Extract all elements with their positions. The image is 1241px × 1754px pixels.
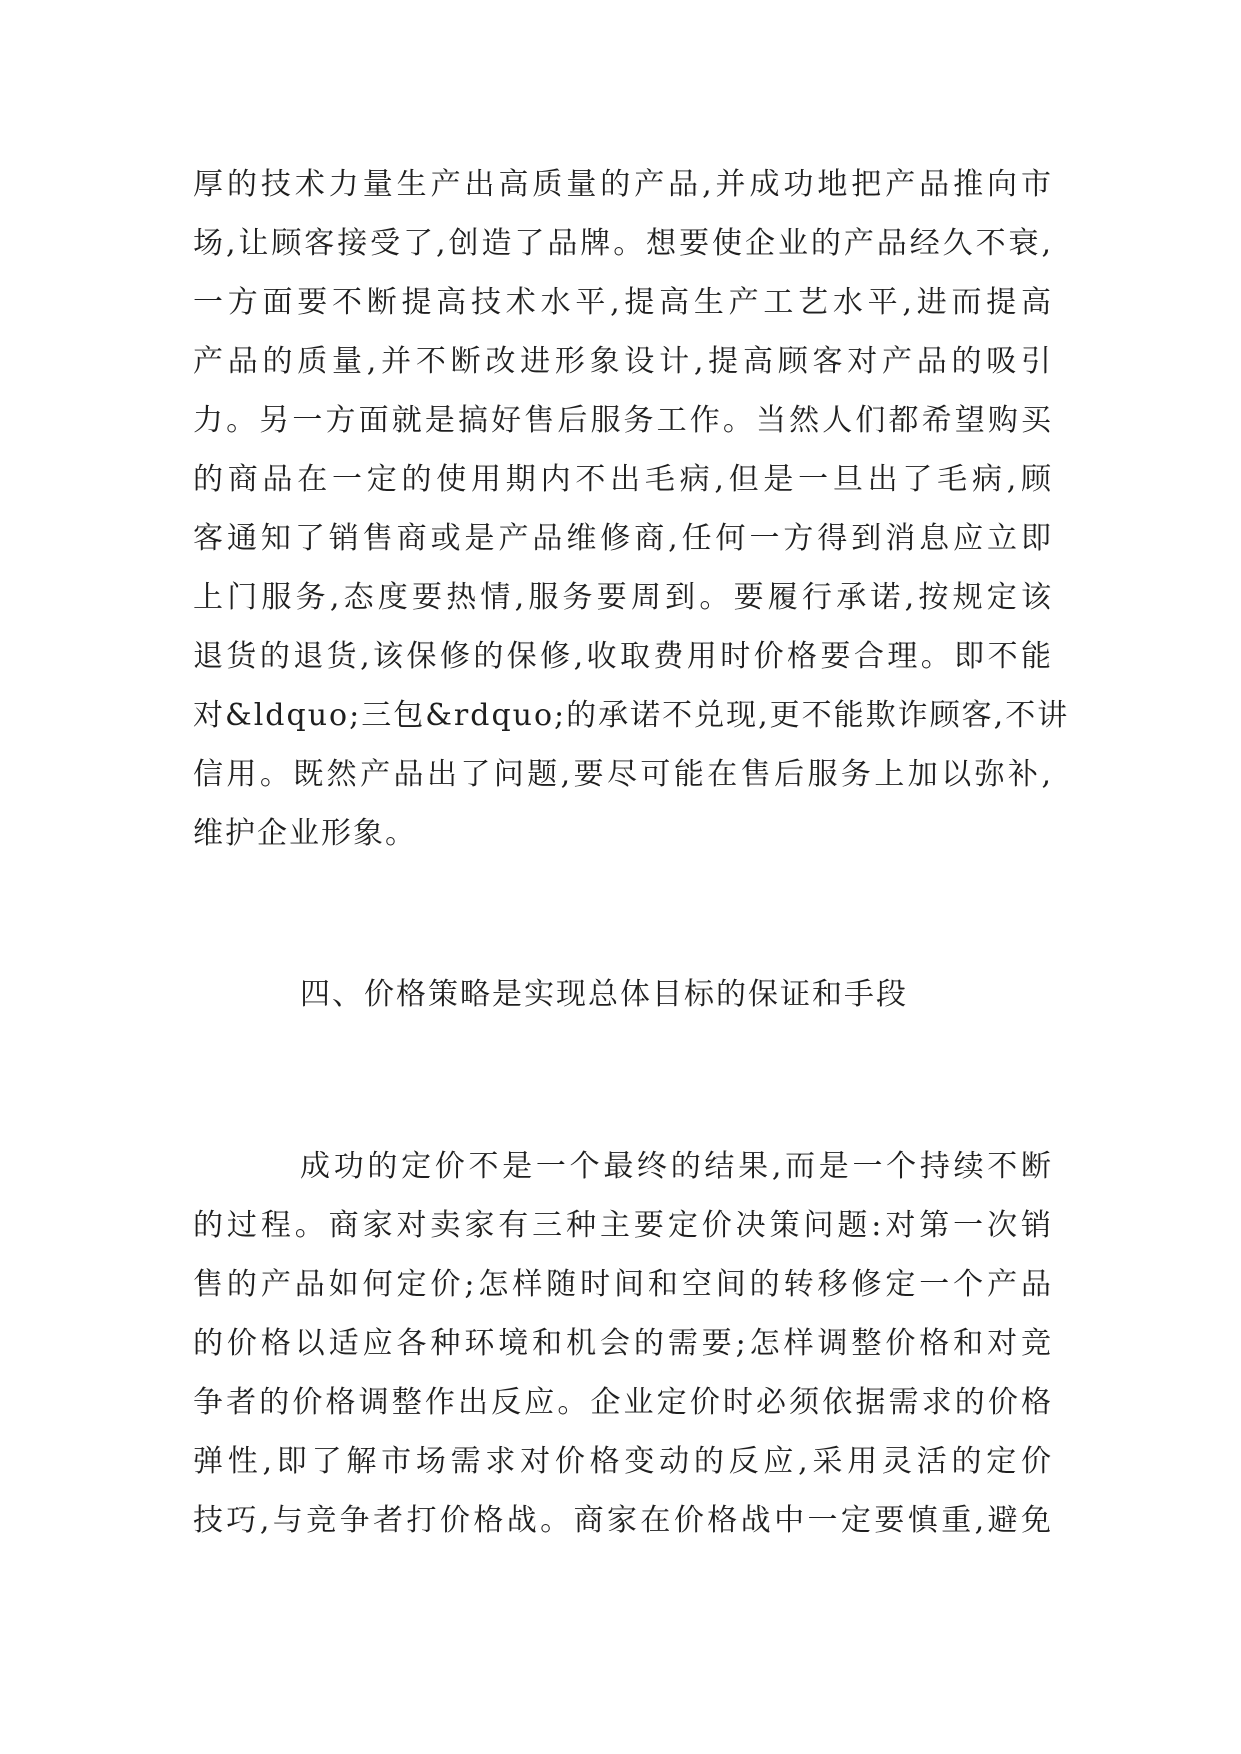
text-line: 弹性,即了解市场需求对价格变动的反应,采用灵活的定价 [193,1444,1053,1479]
text-line: 场,让顾客接受了,创造了品牌。想要使企业的产品经久不衰, [193,226,1053,261]
text-line: 一方面要不断提高技术水平,提高生产工艺水平,进而提高 [193,285,1053,320]
text-line: 售的产品如何定价;怎样随时间和空间的转移修定一个产品 [193,1267,1053,1302]
text-line: 退货的退货,该保修的保修,收取费用时价格要合理。即不能 [193,639,1053,674]
text-line: 力。另一方面就是搞好售后服务工作。当然人们都希望购买 [193,403,1053,438]
text-line: 产品的质量,并不断改进形象设计,提高顾客对产品的吸引 [193,344,1053,379]
text-line: 客通知了销售商或是产品维修商,任何一方得到消息应立即 [193,521,1053,556]
text-line: 对&ldquo;三包&rdquo;的承诺不兑现,更不能欺诈顾客,不讲 [193,698,1070,733]
text-line: 成功的定价不是一个最终的结果,而是一个持续不断 [300,1149,1053,1184]
text-line: 的价格以适应各种环境和机会的需要;怎样调整价格和对竞 [193,1326,1053,1361]
text-line: 的过程。商家对卖家有三种主要定价决策问题:对第一次销 [193,1208,1053,1243]
text-line: 技巧,与竞争者打价格战。商家在价格战中一定要慎重,避免 [193,1503,1053,1538]
text-line: 维护企业形象。 [193,816,417,851]
text-line: 上门服务,态度要热情,服务要周到。要履行承诺,按规定该 [193,580,1053,615]
text-line: 的商品在一定的使用期内不出毛病,但是一旦出了毛病,顾 [193,462,1053,497]
text-line: 争者的价格调整作出反应。企业定价时必须依据需求的价格 [193,1385,1053,1420]
text-line: 信用。既然产品出了问题,要尽可能在售后服务上加以弥补, [193,757,1053,792]
section-heading: 四、价格策略是实现总体目标的保证和手段 [300,977,908,1012]
text-line: 厚的技术力量生产出高质量的产品,并成功地把产品推向市 [193,167,1053,202]
